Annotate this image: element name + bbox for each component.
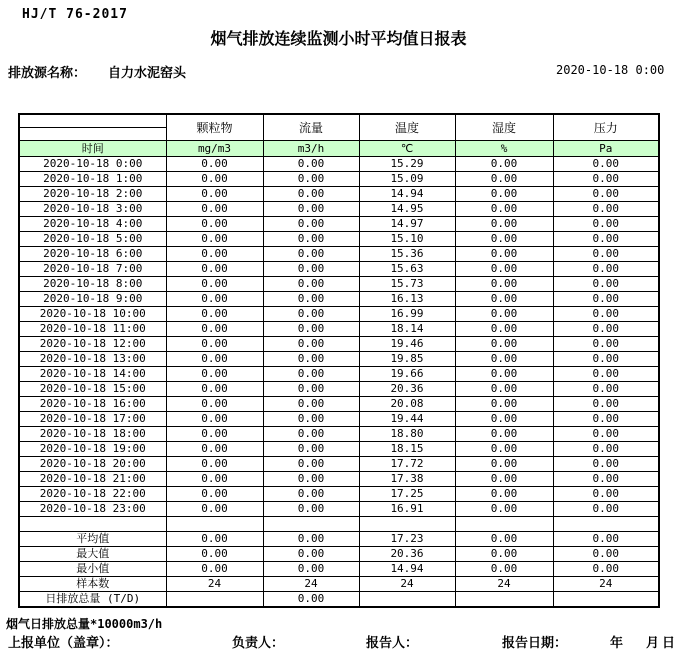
time-cell: 2020-10-18 14:00 <box>19 367 166 382</box>
value-cell: 0.00 <box>553 442 659 457</box>
summary-label-cell: 平均值 <box>19 532 166 547</box>
summary-value-cell: 0.00 <box>553 562 659 577</box>
month-label: 月 <box>646 636 660 651</box>
unit-cell: Pa <box>553 141 659 157</box>
value-cell: 0.00 <box>263 382 359 397</box>
value-cell: 18.80 <box>359 427 455 442</box>
value-cell: 0.00 <box>263 217 359 232</box>
table-row <box>19 412 659 427</box>
unit-cell: ℃ <box>359 141 455 157</box>
page-title: 烟气排放连续监测小时平均值日报表 <box>210 29 467 48</box>
summary-value-cell: 24 <box>455 577 553 592</box>
summary-label-cell: 最大值 <box>19 547 166 562</box>
value-cell: 0.00 <box>263 157 359 172</box>
time-cell: 2020-10-18 12:00 <box>19 337 166 352</box>
header-spacer-top <box>19 114 166 128</box>
summary-value-cell: 24 <box>359 577 455 592</box>
time-cell: 2020-10-18 16:00 <box>19 397 166 412</box>
value-cell: 0.00 <box>263 172 359 187</box>
value-cell: 18.15 <box>359 442 455 457</box>
header-spacer-bottom <box>19 128 166 141</box>
table-row <box>19 457 659 472</box>
value-cell: 17.38 <box>359 472 455 487</box>
value-cell: 0.00 <box>166 397 263 412</box>
value-cell: 0.00 <box>553 457 659 472</box>
summary-value-cell: 0.00 <box>166 562 263 577</box>
value-cell: 20.36 <box>359 382 455 397</box>
reporter-label: 报告人： <box>366 636 419 651</box>
value-cell: 0.00 <box>455 457 553 472</box>
value-cell: 0.00 <box>166 427 263 442</box>
value-cell: 15.09 <box>359 172 455 187</box>
table-row <box>19 232 659 247</box>
pollutant-header-row <box>19 114 659 128</box>
time-cell: 2020-10-18 2:00 <box>19 187 166 202</box>
value-cell: 0.00 <box>263 457 359 472</box>
value-cell: 0.00 <box>263 427 359 442</box>
pollutant-name-cell: 颗粒物 <box>166 114 263 141</box>
value-cell: 15.36 <box>359 247 455 262</box>
value-cell: 0.00 <box>166 262 263 277</box>
responsible-label: 负责人： <box>232 636 285 651</box>
value-cell: 0.00 <box>455 367 553 382</box>
value-cell: 15.10 <box>359 232 455 247</box>
value-cell: 0.00 <box>166 412 263 427</box>
time-cell: 2020-10-18 22:00 <box>19 487 166 502</box>
value-cell: 0.00 <box>263 322 359 337</box>
value-cell: 0.00 <box>166 217 263 232</box>
time-cell: 2020-10-18 5:00 <box>19 232 166 247</box>
value-cell: 0.00 <box>455 262 553 277</box>
emission-source-line <box>8 62 186 81</box>
value-cell: 0.00 <box>166 322 263 337</box>
table-row <box>19 292 659 307</box>
value-cell: 19.46 <box>359 337 455 352</box>
pollutant-name-cell: 湿度 <box>455 114 553 141</box>
value-cell: 0.00 <box>166 202 263 217</box>
value-cell: 0.00 <box>166 352 263 367</box>
table-row <box>19 172 659 187</box>
value-cell: 16.13 <box>359 292 455 307</box>
value-cell: 20.08 <box>359 397 455 412</box>
value-cell: 17.72 <box>359 457 455 472</box>
value-cell: 0.00 <box>553 367 659 382</box>
table-row <box>19 322 659 337</box>
value-cell: 0.00 <box>263 397 359 412</box>
pollutant-name-cell: 温度 <box>359 114 455 141</box>
value-cell: 0.00 <box>455 502 553 517</box>
empty-cell <box>359 517 455 532</box>
standard-code: HJ/T 76-2017 <box>22 7 128 22</box>
value-cell: 0.00 <box>166 472 263 487</box>
summary-value-cell: 0.00 <box>455 532 553 547</box>
value-cell: 0.00 <box>263 487 359 502</box>
table-row <box>19 187 659 202</box>
value-cell: 0.00 <box>263 307 359 322</box>
value-cell: 0.00 <box>553 262 659 277</box>
unit-cell: mg/m3 <box>166 141 263 157</box>
signature-line <box>0 632 677 650</box>
hour-rows <box>19 157 659 517</box>
report-unit-label: 上报单位（盖章）： <box>8 636 119 651</box>
value-cell: 0.00 <box>166 502 263 517</box>
value-cell: 16.99 <box>359 307 455 322</box>
value-cell: 0.00 <box>263 202 359 217</box>
value-cell: 0.00 <box>553 337 659 352</box>
value-cell: 0.00 <box>455 202 553 217</box>
empty-cell <box>263 517 359 532</box>
emission-source-label: 排放源名称： <box>8 66 87 81</box>
value-cell: 0.00 <box>455 322 553 337</box>
value-cell: 0.00 <box>553 307 659 322</box>
value-cell: 0.00 <box>455 397 553 412</box>
table-row <box>19 382 659 397</box>
time-cell: 2020-10-18 3:00 <box>19 202 166 217</box>
value-cell: 0.00 <box>455 187 553 202</box>
value-cell: 0.00 <box>166 337 263 352</box>
value-cell: 0.00 <box>553 397 659 412</box>
value-cell: 0.00 <box>455 352 553 367</box>
value-cell: 0.00 <box>166 187 263 202</box>
value-cell: 0.00 <box>166 277 263 292</box>
time-cell: 2020-10-18 8:00 <box>19 277 166 292</box>
value-cell: 0.00 <box>455 232 553 247</box>
summary-value-cell: 0.00 <box>553 547 659 562</box>
value-cell: 0.00 <box>455 442 553 457</box>
value-cell: 0.00 <box>455 307 553 322</box>
value-cell: 0.00 <box>553 202 659 217</box>
summary-value-cell: 0.00 <box>455 562 553 577</box>
value-cell: 0.00 <box>553 502 659 517</box>
table-row <box>19 277 659 292</box>
value-cell: 0.00 <box>553 412 659 427</box>
value-cell: 0.00 <box>455 472 553 487</box>
summary-value-cell: 20.36 <box>359 547 455 562</box>
value-cell: 0.00 <box>455 292 553 307</box>
summary-value-cell: 24 <box>263 577 359 592</box>
summary-value-cell: 0.00 <box>263 562 359 577</box>
value-cell: 0.00 <box>553 157 659 172</box>
value-cell: 14.95 <box>359 202 455 217</box>
table-row <box>19 472 659 487</box>
value-cell: 0.00 <box>263 502 359 517</box>
value-cell: 0.00 <box>166 457 263 472</box>
summary-value-cell <box>166 592 263 608</box>
table-row <box>19 487 659 502</box>
summary-label-cell: 最小值 <box>19 562 166 577</box>
empty-cell <box>553 517 659 532</box>
value-cell: 0.00 <box>553 427 659 442</box>
table-row <box>19 247 659 262</box>
table-row <box>19 337 659 352</box>
table-row <box>19 262 659 277</box>
value-cell: 0.00 <box>263 292 359 307</box>
value-cell: 0.00 <box>263 247 359 262</box>
value-cell: 0.00 <box>553 292 659 307</box>
table-row <box>19 157 659 172</box>
value-cell: 0.00 <box>455 172 553 187</box>
time-cell: 2020-10-18 4:00 <box>19 217 166 232</box>
year-label: 年 <box>610 636 624 651</box>
time-cell: 2020-10-18 9:00 <box>19 292 166 307</box>
value-cell: 0.00 <box>553 352 659 367</box>
summary-value-cell: 14.94 <box>359 562 455 577</box>
value-cell: 0.00 <box>166 487 263 502</box>
summary-value-cell <box>455 592 553 608</box>
value-cell: 15.29 <box>359 157 455 172</box>
value-cell: 0.00 <box>166 292 263 307</box>
empty-cell <box>455 517 553 532</box>
value-cell: 0.00 <box>166 442 263 457</box>
value-cell: 15.73 <box>359 277 455 292</box>
value-cell: 0.00 <box>553 382 659 397</box>
value-cell: 0.00 <box>263 367 359 382</box>
time-cell: 2020-10-18 20:00 <box>19 457 166 472</box>
table-row <box>19 502 659 517</box>
value-cell: 0.00 <box>455 382 553 397</box>
table-row <box>19 367 659 382</box>
value-cell: 0.00 <box>455 277 553 292</box>
summary-value-cell: 24 <box>166 577 263 592</box>
time-cell: 2020-10-18 21:00 <box>19 472 166 487</box>
empty-cell <box>166 517 263 532</box>
summary-value-cell: 0.00 <box>263 532 359 547</box>
value-cell: 0.00 <box>553 322 659 337</box>
table-row <box>19 217 659 232</box>
value-cell: 18.14 <box>359 322 455 337</box>
value-cell: 0.00 <box>166 382 263 397</box>
summary-row <box>19 592 659 608</box>
summary-label-cell: 样本数 <box>19 577 166 592</box>
value-cell: 0.00 <box>263 472 359 487</box>
value-cell: 0.00 <box>455 487 553 502</box>
time-cell: 2020-10-18 1:00 <box>19 172 166 187</box>
value-cell: 0.00 <box>263 352 359 367</box>
time-header-cell: 时间 <box>19 141 166 157</box>
table-row <box>19 352 659 367</box>
summary-row <box>19 547 659 562</box>
value-cell: 0.00 <box>263 442 359 457</box>
emission-source-name: 自力水泥窑头 <box>108 66 187 81</box>
value-cell: 16.91 <box>359 502 455 517</box>
summary-value-cell: 0.00 <box>455 547 553 562</box>
time-cell: 2020-10-18 10:00 <box>19 307 166 322</box>
value-cell: 0.00 <box>263 412 359 427</box>
time-cell: 2020-10-18 17:00 <box>19 412 166 427</box>
value-cell: 19.85 <box>359 352 455 367</box>
value-cell: 0.00 <box>553 232 659 247</box>
time-cell: 2020-10-18 18:00 <box>19 427 166 442</box>
day-label: 日 <box>662 636 676 651</box>
summary-value-cell <box>553 592 659 608</box>
value-cell: 14.94 <box>359 187 455 202</box>
summary-value-cell: 0.00 <box>553 532 659 547</box>
time-cell: 2020-10-18 13:00 <box>19 352 166 367</box>
value-cell: 15.63 <box>359 262 455 277</box>
value-cell: 0.00 <box>263 187 359 202</box>
summary-value-cell: 17.23 <box>359 532 455 547</box>
value-cell: 0.00 <box>553 487 659 502</box>
value-cell: 0.00 <box>166 172 263 187</box>
value-cell: 19.66 <box>359 367 455 382</box>
table-row <box>19 442 659 457</box>
value-cell: 0.00 <box>455 247 553 262</box>
value-cell: 0.00 <box>166 232 263 247</box>
pollutant-name-cell: 流量 <box>263 114 359 141</box>
value-cell: 0.00 <box>455 217 553 232</box>
table-row <box>19 202 659 217</box>
value-cell: 0.00 <box>263 262 359 277</box>
summary-label-cell: 日排放总量 (T/D) <box>19 592 166 608</box>
summary-value-cell: 0.00 <box>263 592 359 608</box>
separator-row <box>19 517 659 532</box>
value-cell: 0.00 <box>455 412 553 427</box>
value-cell: 0.00 <box>166 157 263 172</box>
value-cell: 0.00 <box>166 367 263 382</box>
time-cell: 2020-10-18 15:00 <box>19 382 166 397</box>
report-table <box>18 113 660 608</box>
value-cell: 0.00 <box>455 337 553 352</box>
time-cell: 2020-10-18 6:00 <box>19 247 166 262</box>
table-row <box>19 307 659 322</box>
empty-cell <box>19 517 166 532</box>
value-cell: 14.97 <box>359 217 455 232</box>
summary-row <box>19 532 659 547</box>
summary-value-cell: 0.00 <box>166 532 263 547</box>
table-row <box>19 397 659 412</box>
report-datetime: 2020-10-18 0:00 <box>556 63 665 77</box>
value-cell: 0.00 <box>263 232 359 247</box>
unit-cell: m3/h <box>263 141 359 157</box>
time-cell: 2020-10-18 11:00 <box>19 322 166 337</box>
value-cell: 0.00 <box>166 307 263 322</box>
summary-value-cell: 0.00 <box>263 547 359 562</box>
value-cell: 0.00 <box>553 277 659 292</box>
summary-rows <box>19 517 659 608</box>
report-date-label: 报告日期： <box>502 636 568 651</box>
table-row <box>19 427 659 442</box>
footer-note: 烟气日排放总量*10000m3/h <box>6 617 163 631</box>
unit-cell: % <box>455 141 553 157</box>
summary-row <box>19 562 659 577</box>
value-cell: 0.00 <box>166 247 263 262</box>
summary-row <box>19 577 659 592</box>
value-cell: 0.00 <box>263 337 359 352</box>
summary-value-cell: 0.00 <box>166 547 263 562</box>
value-cell: 0.00 <box>553 172 659 187</box>
value-cell: 0.00 <box>553 217 659 232</box>
summary-value-cell: 24 <box>553 577 659 592</box>
summary-value-cell <box>359 592 455 608</box>
time-cell: 2020-10-18 19:00 <box>19 442 166 457</box>
value-cell: 0.00 <box>553 247 659 262</box>
value-cell: 0.00 <box>455 157 553 172</box>
time-cell: 2020-10-18 7:00 <box>19 262 166 277</box>
time-cell: 2020-10-18 0:00 <box>19 157 166 172</box>
time-cell: 2020-10-18 23:00 <box>19 502 166 517</box>
units-header-row <box>19 141 659 157</box>
value-cell: 17.25 <box>359 487 455 502</box>
value-cell: 19.44 <box>359 412 455 427</box>
value-cell: 0.00 <box>553 187 659 202</box>
pollutant-name-cell: 压力 <box>553 114 659 141</box>
value-cell: 0.00 <box>455 427 553 442</box>
value-cell: 0.00 <box>263 277 359 292</box>
value-cell: 0.00 <box>553 472 659 487</box>
